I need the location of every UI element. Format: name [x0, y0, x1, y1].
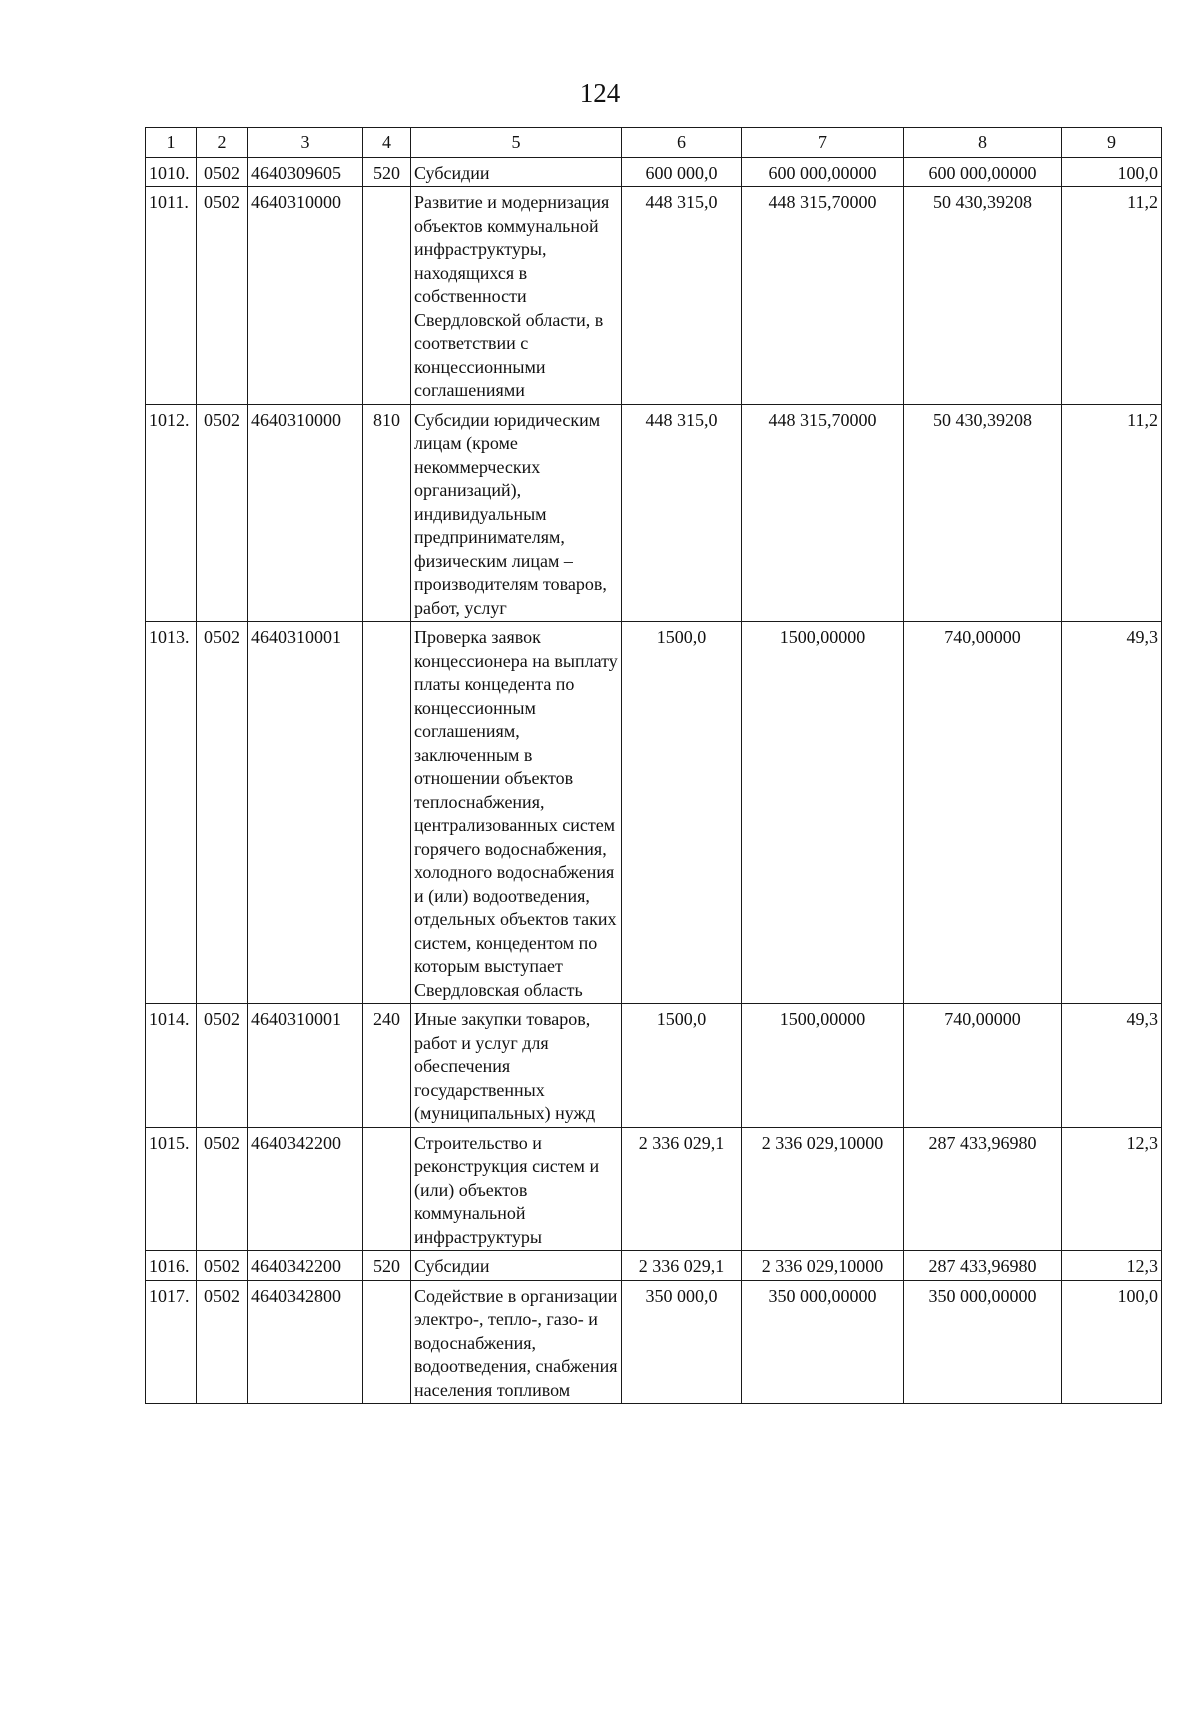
table-row [146, 187, 1162, 405]
column-header: 9 [1062, 128, 1162, 158]
execution-percent: 12,3 [1062, 1127, 1162, 1251]
row-number: 1013. [146, 622, 197, 1004]
plan-amount: 350 000,0 [622, 1280, 742, 1404]
row-number: 1011. [146, 187, 197, 405]
execution-percent: 100,0 [1062, 157, 1162, 187]
section-code: 0502 [197, 1127, 248, 1251]
limit-amount: 600 000,00000 [742, 157, 904, 187]
executed-amount: 50 430,39208 [904, 404, 1062, 622]
row-number: 1010. [146, 157, 197, 187]
table-row [146, 1251, 1162, 1281]
target-code: 4640309605 [248, 157, 363, 187]
row-number: 1015. [146, 1127, 197, 1251]
plan-amount: 448 315,0 [622, 404, 742, 622]
item-name: Субсидии юридическим лицам (кроме некоммерческих организаций), индивидуальным предпринимателям, физическим лицам – производителям товаров, работ, услуг [411, 404, 622, 622]
expense-type-code [363, 1280, 411, 1404]
target-code: 4640310001 [248, 622, 363, 1004]
column-header: 7 [742, 128, 904, 158]
column-header: 5 [411, 128, 622, 158]
target-code: 4640310000 [248, 404, 363, 622]
item-name: Субсидии [411, 1251, 622, 1281]
expense-type-code [363, 1127, 411, 1251]
limit-amount: 350 000,00000 [742, 1280, 904, 1404]
execution-percent: 11,2 [1062, 187, 1162, 405]
row-number: 1014. [146, 1004, 197, 1128]
plan-amount: 1500,0 [622, 1004, 742, 1128]
header-row [146, 128, 1162, 158]
executed-amount: 50 430,39208 [904, 187, 1062, 405]
target-code: 4640342800 [248, 1280, 363, 1404]
item-name: Иные закупки товаров, работ и услуг для обеспечения государственных (муниципальных) нужд [411, 1004, 622, 1128]
plan-amount: 600 000,0 [622, 157, 742, 187]
section-code: 0502 [197, 157, 248, 187]
execution-percent: 11,2 [1062, 404, 1162, 622]
plan-amount: 2 336 029,1 [622, 1127, 742, 1251]
budget-table [145, 127, 1162, 1404]
item-name: Строительство и реконструкция систем и (или) объектов коммунальной инфраструктуры [411, 1127, 622, 1251]
executed-amount: 287 433,96980 [904, 1127, 1062, 1251]
item-name: Развитие и модернизация объектов коммунальной инфраструктуры, находящихся в собственности Свердловской области, в соответствии с концессионными соглашениями [411, 187, 622, 405]
target-code: 4640342200 [248, 1251, 363, 1281]
item-name: Проверка заявок концессионера на выплату платы концедента по концессионным соглашениям, заключенным в отношении объектов теплоснабжения, централизованных систем горячего водоснабжения, холодного водоснабжения и (или) водоотведения, отдельных объектов таких систем, концедентом по которым выступает Свердловская область [411, 622, 622, 1004]
column-header: 6 [622, 128, 742, 158]
column-header: 1 [146, 128, 197, 158]
executed-amount: 740,00000 [904, 1004, 1062, 1128]
execution-percent: 100,0 [1062, 1280, 1162, 1404]
execution-percent: 12,3 [1062, 1251, 1162, 1281]
item-name: Субсидии [411, 157, 622, 187]
row-number: 1017. [146, 1280, 197, 1404]
limit-amount: 1500,00000 [742, 622, 904, 1004]
plan-amount: 2 336 029,1 [622, 1251, 742, 1281]
row-number: 1016. [146, 1251, 197, 1281]
table-row [146, 157, 1162, 187]
limit-amount: 2 336 029,10000 [742, 1127, 904, 1251]
table-row [146, 1004, 1162, 1128]
executed-amount: 287 433,96980 [904, 1251, 1062, 1281]
target-code: 4640342200 [248, 1127, 363, 1251]
column-header: 2 [197, 128, 248, 158]
section-code: 0502 [197, 187, 248, 405]
table-row [146, 1127, 1162, 1251]
executed-amount: 740,00000 [904, 622, 1062, 1004]
column-header: 8 [904, 128, 1062, 158]
expense-type-code [363, 622, 411, 1004]
item-name: Содействие в организации электро-, тепло-, газо- и водоснабжения, водоотведения, снабжения населения топливом [411, 1280, 622, 1404]
section-code: 0502 [197, 1251, 248, 1281]
expense-type-code: 240 [363, 1004, 411, 1128]
section-code: 0502 [197, 404, 248, 622]
limit-amount: 448 315,70000 [742, 404, 904, 622]
table-row [146, 404, 1162, 622]
row-number: 1012. [146, 404, 197, 622]
table-row [146, 622, 1162, 1004]
target-code: 4640310000 [248, 187, 363, 405]
execution-percent: 49,3 [1062, 622, 1162, 1004]
expense-type-code: 520 [363, 157, 411, 187]
plan-amount: 448 315,0 [622, 187, 742, 405]
expense-type-code [363, 187, 411, 405]
limit-amount: 448 315,70000 [742, 187, 904, 405]
expense-type-code: 520 [363, 1251, 411, 1281]
column-header: 3 [248, 128, 363, 158]
section-code: 0502 [197, 1280, 248, 1404]
execution-percent: 49,3 [1062, 1004, 1162, 1128]
section-code: 0502 [197, 1004, 248, 1128]
column-header: 4 [363, 128, 411, 158]
expense-type-code: 810 [363, 404, 411, 622]
executed-amount: 350 000,00000 [904, 1280, 1062, 1404]
plan-amount: 1500,0 [622, 622, 742, 1004]
executed-amount: 600 000,00000 [904, 157, 1062, 187]
page-number: 124 [579, 78, 621, 108]
limit-amount: 1500,00000 [742, 1004, 904, 1128]
target-code: 4640310001 [248, 1004, 363, 1128]
table-row [146, 1280, 1162, 1404]
limit-amount: 2 336 029,10000 [742, 1251, 904, 1281]
section-code: 0502 [197, 622, 248, 1004]
